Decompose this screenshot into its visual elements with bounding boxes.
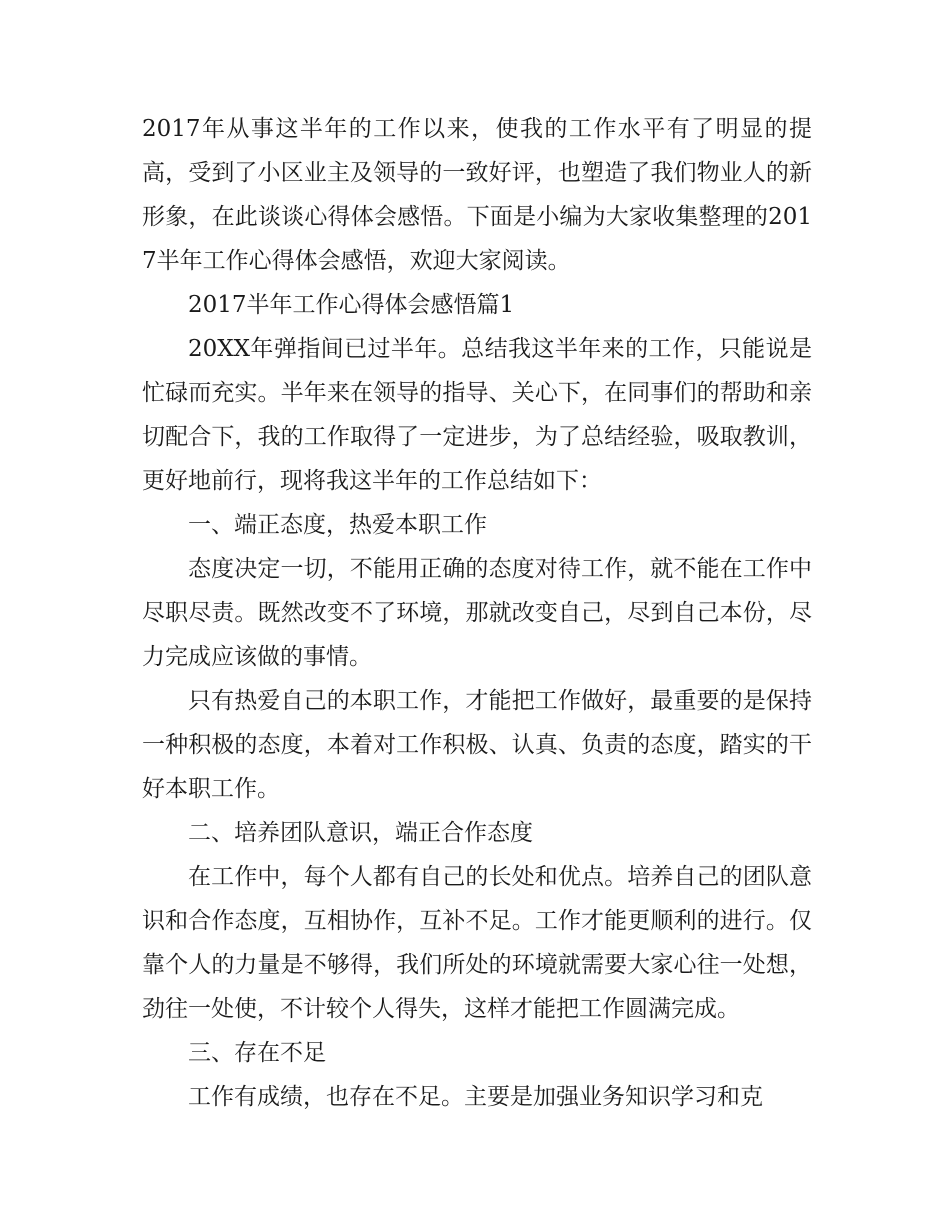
section-title: 2017半年工作心得体会感悟篇1 <box>188 292 515 318</box>
body-paragraph: 在工作中，每个人都有自己的长处和优点。培养自己的团队意识和合作态度，互相协作，互补不足。工作才能更顺利的进行。仅靠个人的力量是不够得，我们所处的环境就需要大家心往一处想，劲往一处使，不计较个人得失，这样才能把工作圆满完成。 <box>142 864 812 1022</box>
heading-3: 三、存在不足 <box>188 1040 326 1066</box>
heading-1: 一、端正态度，热爱本职工作 <box>188 512 487 538</box>
document-body <box>142 107 812 1119</box>
heading-2: 二、培养团队意识，端正合作态度 <box>188 820 533 846</box>
intro-paragraph: 2017年从事这半年的工作以来，使我的工作水平有了明显的提高，受到了小区业主及领导的一致好评，也塑造了我们物业人的新形象，在此谈谈心得体会感悟。下面是小编为大家收集整理的2017半年工作心得体会感悟，欢迎大家阅读。 <box>142 116 812 274</box>
body-paragraph: 只有热爱自己的本职工作，才能把工作做好，最重要的是保持一种积极的态度，本着对工作积极、认真、负责的态度，踏实的干好本职工作。 <box>142 688 812 802</box>
body-paragraph: 20XX年弹指间已过半年。总结我这半年来的工作，只能说是忙碌而充实。半年来在领导的指导、关心下，在同事们的帮助和亲切配合下，我的工作取得了一定进步，为了总结经验，吸取教训，更好地前行，现将我这半年的工作总结如下： <box>142 336 812 494</box>
body-paragraph: 态度决定一切，不能用正确的态度对待工作，就不能在工作中尽职尽责。既然改变不了环境，那就改变自己，尽到自己本份，尽力完成应该做的事情。 <box>142 556 812 670</box>
body-paragraph: 工作有成绩，也存在不足。主要是加强业务知识学习和克 <box>188 1084 763 1110</box>
